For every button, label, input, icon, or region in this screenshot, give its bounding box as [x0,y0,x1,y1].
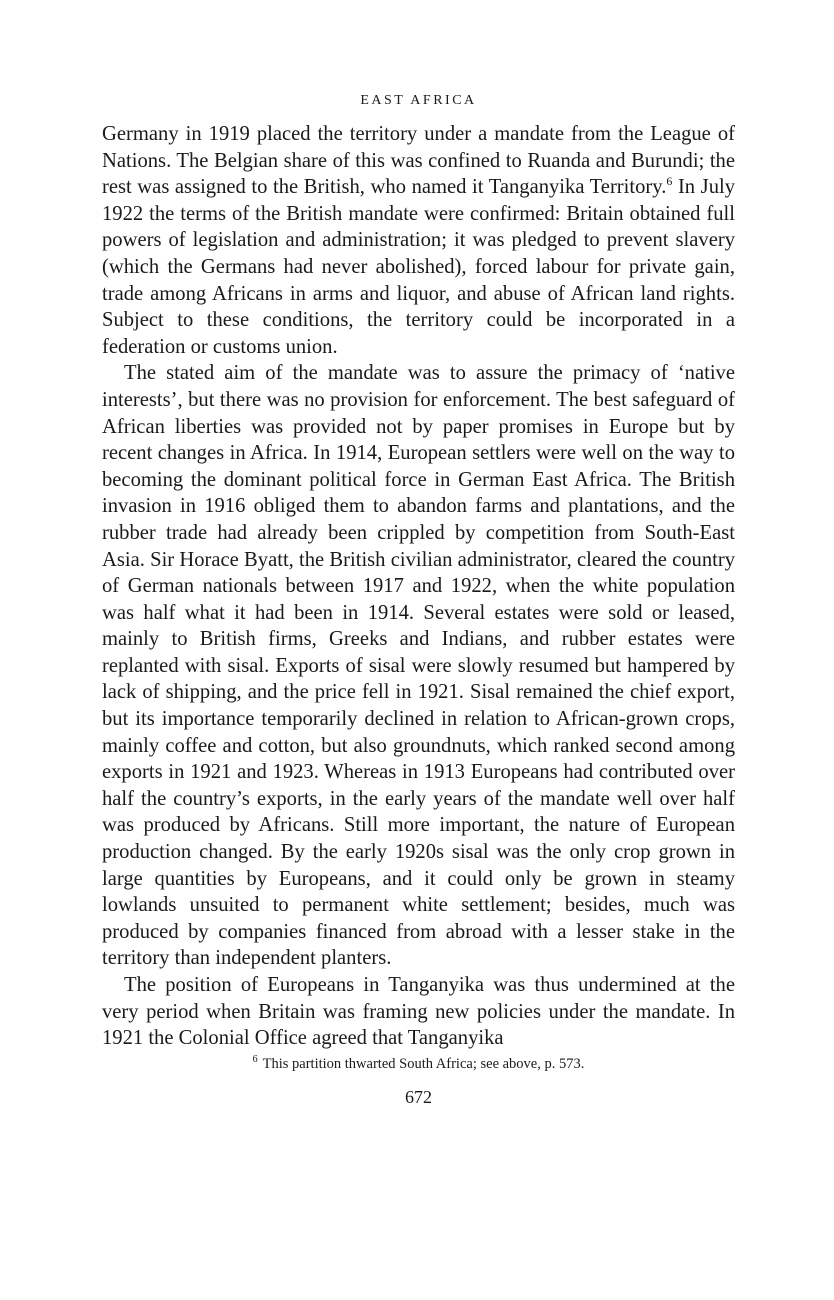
body-text [102,121,735,1052]
book-page [102,92,735,1108]
paragraph-1-text: Germany in 1919 placed the territory under a mandate from the League of Nations. The Belgian share of this was confined to Ruanda and Burundi; the rest was assigned to the British, who named it Tanganyika Territory. [102,123,735,199]
footnote-mark: 6 [252,1053,258,1065]
footnote [102,1055,735,1074]
footnote-reference: 6 [666,174,673,189]
paragraph-2: The stated aim of the mandate was to assure the primacy of ‘native interests’, but there was no provision for enforcement. The best safeguard of African liberties was provided not by paper promises in Europe but by recent changes in Africa. In 1914, European settlers were well on the way to becoming the dominant political force in German East Africa. The British invasion in 1916 obliged them to abandon farms and plantations, and the rubber trade had already been crippled by competition from South-East Asia. Sir Horace Byatt, the British civilian administrator, cleared the country of German nationals between 1917 and 1922, when the white population was half what it had been in 1914. Several estates were sold or leased, mainly to British firms, Greeks and Indians, and rubber estates were replanted with sisal. Exports of sisal were slowly resumed but hampered by lack of shipping, and the price fell in 1921. Sisal remained the chief export, but its importance temporarily declined in relation to African-grown crops, mainly coffee and cotton, but also groundnuts, which ranked second among exports in 1921 and 1923. Whereas in 1913 Europeans had contributed over half the country’s exports, in the early years of the mandate well over half was produced by Africans. Still more important, the nature of European production changed. By the early 1920s sisal was the only crop grown in large quantities by Europeans, and it could only be grown in steamy lowlands unsuited to permanent white settlement; besides, much was produced by companies financed from abroad with a lesser stake in the territory than independent planters. [102,362,735,970]
running-head: EAST AFRICA [360,93,477,108]
paragraph-1-text-continued: In July 1922 the terms of the British mandate were confirmed: Britain obtained full powers of legislation and administration; it was pledged to prevent slavery (which the Germans had never abolished), forced labour for private gain, trade among Africans in arms and liquor, and abuse of African land rights. Subject to these conditions, the territory could be incorporated in a federation or customs union. [102,176,736,358]
page-number: 672 [405,1086,432,1107]
paragraph-1 [102,121,735,360]
footnote-text: This partition thwarted South Africa; see above, p. 573. [262,1055,585,1072]
paragraph-3: The position of Europeans in Tanganyika was thus undermined at the very period when Britain was framing new policies under the mandate. In 1921 the Colonial Office agreed that Tanganyika [102,974,735,1050]
